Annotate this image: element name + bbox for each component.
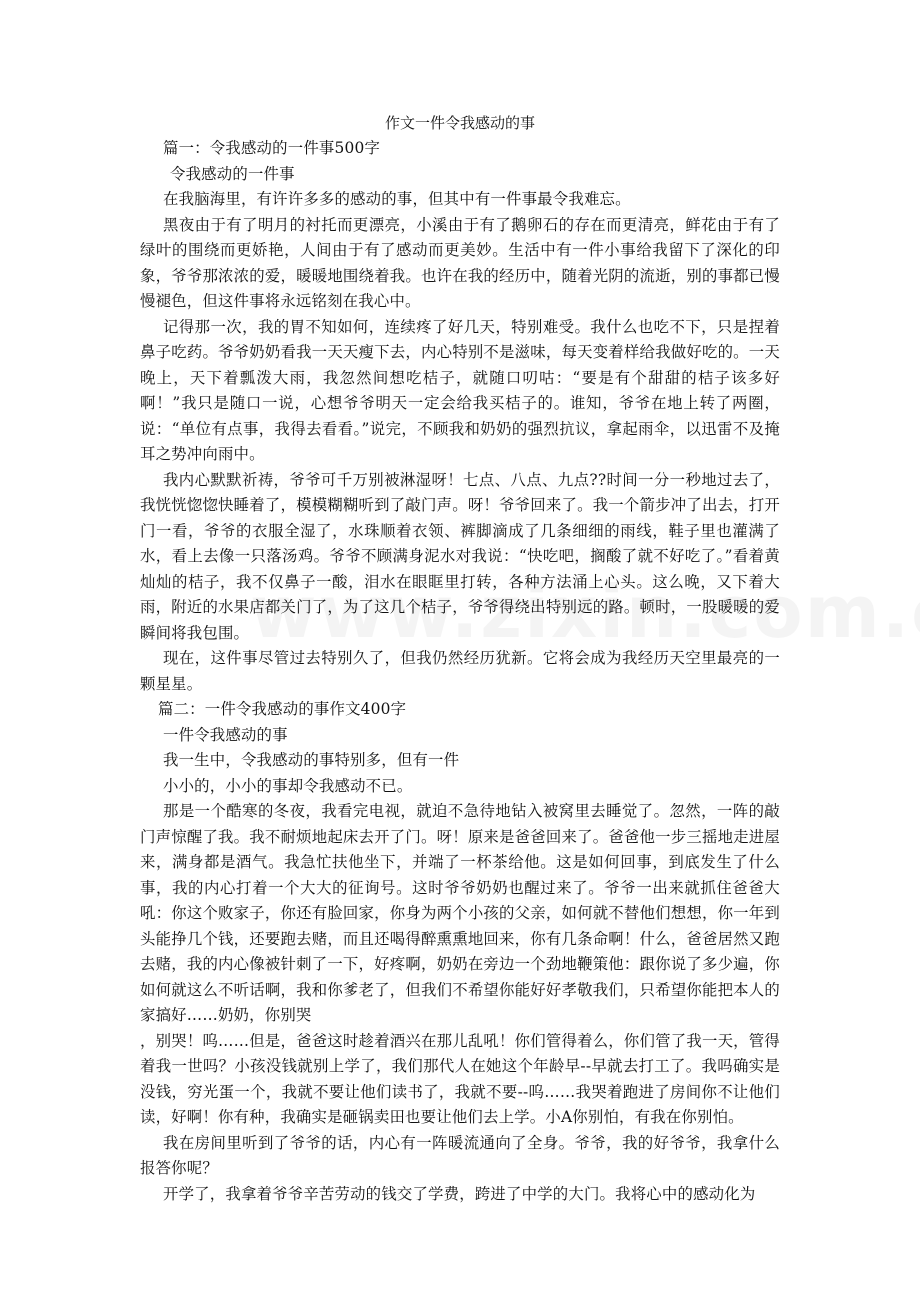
paragraph: 在我脑海里，有许许多多的感动的事，但其中有一件事最令我难忘。 — [163, 190, 631, 208]
paragraph: 我一生中，令我感动的事特别多，但有一件 — [163, 751, 460, 769]
paragraph: 我内心默默祈祷，爷爷可千万别被淋湿呀！七点、八点、九点??时间一分一秒地过去了，我恍恍惚惚快睡着了，模模糊糊听到了敲门声。呀！爷爷回来了。我一个箭步冲了出去，打开门一看，爷爷的衣服全湿了，水珠顺着衣领、裤脚滴成了几条细细的雨线，鞋子里也灌满了水，看上去像一只落汤鸡。爷爷不顾满身泥水对我说：“快吃吧，搁酸了就不好吃了。”看着黄灿灿的桔子，我不仅鼻子一酸，泪水在眼眶里打转，各种方法涌上心头。这么晚，又下着大雨，附近的水果店都关门了，为了这几个桔子，爷爷得绕出特别远的路。顿时，一股暖暖的爱瞬间将我包围。 — [140, 470, 780, 642]
paragraph: 小小的，小小的事却令我感动不已。 — [163, 776, 413, 795]
paragraph: 那是一个酷寒的冬夜，我看完电视，就迫不急待地钻入被窝里去睡觉了。忽然，一阵的敲门声惊醒了我。我不耐烦地起床去开了门。呀！原来是爸爸回来了。爸爸他一步三摇地走进屋来，满身都是酒气。我急忙扶他坐下，并端了一杯茶给他。这是如何回事，到底发生了什么事，我的内心打着一个大大的征询号。这时爷爷奶奶也醒过来了。爷爷一出来就抓住爸爸大吼：你这个败家子，你还有脸回家，你身为两个小孩的父亲，如何就不替他们想想，你一年到头能挣几个钱，还要跑去赌，而且还喝得醉熏熏地回来，你有几条命啊！什么，爸爸居然又跑去赌，我的内心像被针刺了一下，好疼啊，奶奶在旁边一个劲地鞭策他：跟你说了多少遍，你如何就这么不听话啊，我和你爹老了，但我们不希望你能好好孝敬我们，只希望你能把本人的家搞好……奶奶，你别哭 — [140, 802, 780, 1024]
paragraph: 我在房间里听到了爷爷的话，内心有一阵暖流通向了全身。爷爷，我的好爷爷，我拿什么报答你呢？ — [140, 1133, 780, 1177]
paragraph: 现在，这件事尽管过去特别久了，但我仍然经历犹新。它将会成为我经历天空里最亮的一颗星星。 — [140, 649, 780, 693]
essay-title-2: 一件令我感动的事 — [163, 725, 288, 744]
essay-title-1: 令我感动的一件事 — [170, 164, 295, 183]
paragraph: ，别哭！呜……但是，爸爸这时趁着酒兴在那儿乱吼！你们管得着么，你们管了我一天，管得着我一世吗？小孩没钱就别上学了，我们那代人在她这个年龄早--早就去打工了。我吗确实是没钱，穷光蛋一个，我就不要让他们读书了，我就不要--呜……我哭着跑进了房间你不让他们读，好啊！你有种，我确实是砸锅卖田也要让他们去上学。小A你别怕，有我在你别怕。 — [140, 1031, 780, 1126]
paragraph: 黑夜由于有了明月的衬托而更漂亮，小溪由于有了鹅卵石的存在而更清亮，鲜花由于有了绿叶的围绕而更娇艳，人间由于有了感动而更美妙。生活中有一件小事给我留下了深化的印象，爷爷那浓浓的爱，暖暖地围绕着我。也许在我的经历中，随着光阴的流逝，别的事都已慢慢褪色，但这件事将永远铭刻在我心中。 — [140, 215, 780, 310]
paragraph: 记得那一次，我的胃不知如何，连续疼了好几天，特别难受。我什么也吃不下，只是捏着鼻子吃药。爷爷奶奶看我一天天瘦下去，内心特别不是滋味，每天变着样给我做好吃的。一天晚上，天下着瓢泼大雨，我忽然间想吃桔子，就随口叨咕：“要是有个甜甜的桔子该多好啊！”我只是随口一说，心想爷爷明天一定会给我买桔子的。谁知，爷爷在地上转了两圈，说：“单位有点事，我得去看看。”说完，不顾我和奶奶的强烈抗议，拿起雨伞，以迅雷不及掩耳之势冲向雨中。 — [140, 317, 780, 463]
paragraph: 开学了，我拿着爷爷辛苦劳动的钱交了学费，跨进了中学的大门。我将心中的感动化为 — [163, 1184, 756, 1203]
section-heading-2: 篇二：一件令我感动的事作文400字 — [158, 700, 407, 718]
document-title: 作文一件令我感动的事 — [384, 114, 535, 132]
document-body — [140, 136, 780, 1207]
section-heading-1: 篇一：令我感动的一件事500字 — [163, 139, 381, 157]
